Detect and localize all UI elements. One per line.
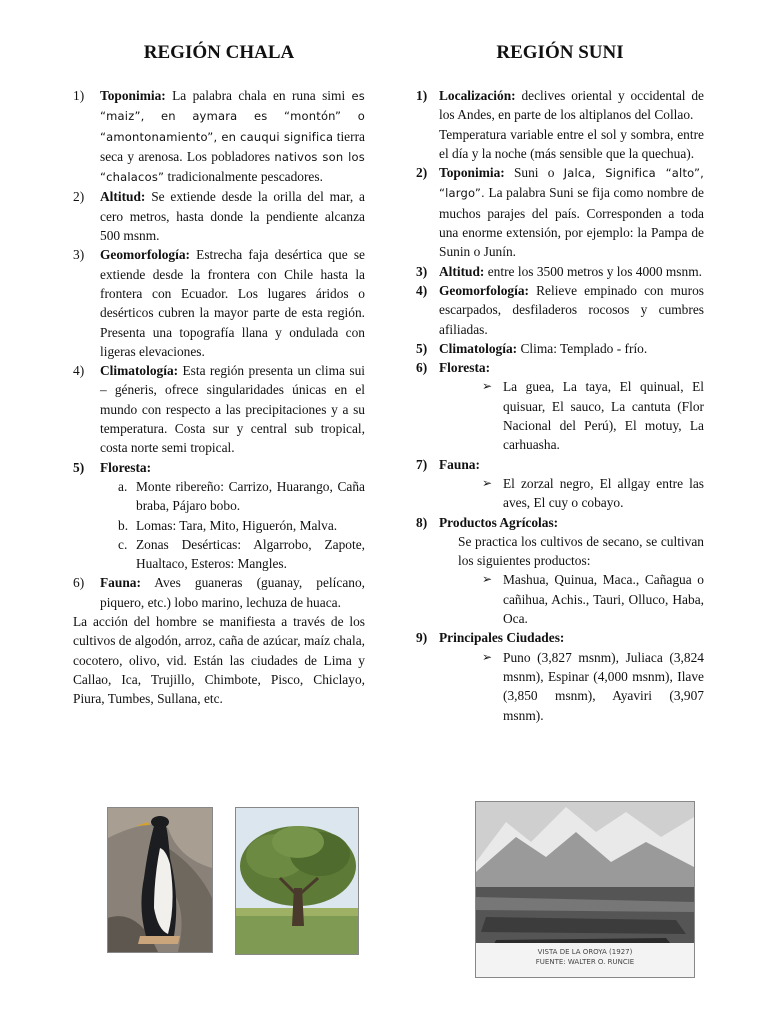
suni-productos-intro: Se practica los cultivos de secano, se cultivan los siguientes productos: bbox=[458, 533, 704, 569]
floresta-subitem-a: a. Monte ribereño: Carrizo, Huarango, Caña braba, Pájaro bobo. bbox=[118, 478, 365, 514]
chala-item-floresta: 5) Floresta: bbox=[73, 459, 152, 475]
chala-item-geomorfologia: 3) Geomorfología: Estrecha faja desértica que se extiende desde la frontera con Chile hasta la frontera con Ecuador. Los lugares áridos o desérticos cubren la mayor parte de esta región. Presenta una topografía llana y ondulada con ligeras elevaciones. bbox=[73, 247, 365, 359]
arrow-bullet-icon: ➢ bbox=[482, 649, 493, 664]
suni-item-altitud: 3) Altitud: entre los 3500 metros y los 4000 msnm. bbox=[416, 263, 702, 279]
la-oroya-historic-photo bbox=[475, 801, 695, 978]
suni-productos-bullet: ➢ Mashua, Quinua, Maca., Cañagua o cañihua, Achis., Tauri, Olluco, Haba, Oca. bbox=[482, 572, 704, 627]
suni-item-fauna: 7) Fauna: bbox=[416, 456, 480, 472]
chala-item-fauna: 6) Fauna: Aves guaneras (guanay, pelícano, piquero, etc.) lobo marino, lechuza de huaca. bbox=[73, 575, 365, 610]
suni-item-localizacion: 1) Localización: declives oriental y occidental de los Andes, en parte de los altiplanos del Collao. bbox=[416, 88, 704, 123]
floresta-subitem-c: c. Zonas Desérticas: Algarrobo, Zapote, Hualtaco, Esteros: Mangles. bbox=[118, 536, 365, 572]
arrow-bullet-icon: ➢ bbox=[482, 379, 493, 394]
chala-item-climatologia: 4) Climatología: Esta región presenta un clima sui – géneris, ofrece singularidades únicas en el mundo con respecto a las precipitaciones y a su temperatura. Costa sur y central sub tropical, costa norte semi tropical. bbox=[73, 363, 365, 456]
column-region-suni bbox=[416, 40, 704, 725]
suni-localizacion-extra: Temperatura variable entre el sol y sombra, entre el día y la noche (más sensible que la quechua). bbox=[439, 126, 704, 161]
title-region-suni: REGIÓN SUNI bbox=[496, 42, 624, 63]
cormorant-bird-photo bbox=[107, 807, 213, 953]
title-region-chala: REGIÓN CHALA bbox=[143, 42, 295, 63]
suni-item-floresta: 6) Floresta: bbox=[416, 360, 491, 376]
column-region-chala bbox=[73, 40, 365, 709]
suni-item-climatologia: 5) Climatología: Clima: Templado - frío. bbox=[416, 340, 648, 356]
suni-fauna-bullet: ➢ El zorzal negro, El allgay entre las aves, El cuy o cobayo. bbox=[482, 475, 704, 511]
chala-item-altitud: 2) Altitud: Se extiende desde la orilla del mar, a cero metros, hasta donde la pendiente alcanza 500 msnm. bbox=[73, 189, 365, 244]
suni-item-productos: 8) Productos Agrícolas: bbox=[416, 514, 559, 530]
arrow-bullet-icon: ➢ bbox=[482, 572, 493, 587]
suni-item-geomorfologia: 4) Geomorfología: Relieve empinado con muros escarpados, desfiladeros rocosos y cumbres afiliadas. bbox=[416, 282, 704, 337]
arrow-bullet-icon: ➢ bbox=[482, 475, 493, 490]
chala-item-toponimia: 1) Toponimia: La palabra chala en runa simi es “maiz”, en aymara es “montón” o “amontonamiento”, en cauqui significa tierra seca y arenosa. Los pobladores nativos son los “chalacos” tradicionalmente pescadores. bbox=[73, 88, 365, 185]
photo-caption: VISTA DE LA OROYA (1927) FUENTE: WALTER O. RUNCIE bbox=[476, 943, 694, 977]
suni-ciudades-bullet: ➢ Puno (3,827 msnm), Juliaca (3,824 msnm), Espinar (4,000 msnm), Ilave (3,850 msnm), Ayaviri (3,907 msnm). bbox=[482, 649, 704, 723]
suni-item-toponimia: 2) Toponimia: Suni o Jalca, Significa “alto”, “largo”. La palabra Suni se fija como nombre de muchos parajes del país. Corresponden a toda una enorme extensión, por ejemplo: la Pampa de Sunin o Junín. bbox=[416, 165, 704, 260]
suni-item-ciudades: 9) Principales Ciudades: bbox=[416, 630, 565, 646]
algarrobo-tree-photo bbox=[235, 807, 359, 955]
chala-closing-paragraph: La acción del hombre se manifiesta a través de los cultivos de algodón, arroz, caña de azúcar, maíz chala, cocotero, olivo, vid. Están las ciudades de Lima y Callao, Ica, Trujillo, Chimbote, Pisco, Chiclayo, Piura, Tumbes, Sullana, etc. bbox=[73, 614, 365, 707]
floresta-subitem-b: b. Lomas: Tara, Mito, Higuerón, Malva. bbox=[118, 517, 338, 533]
suni-floresta-bullet: ➢ La guea, La taya, El quinual, El quisuar, El sauco, La cantuta (Flor Nacional del Perú), El motuy, La carhuasha. bbox=[482, 379, 704, 453]
